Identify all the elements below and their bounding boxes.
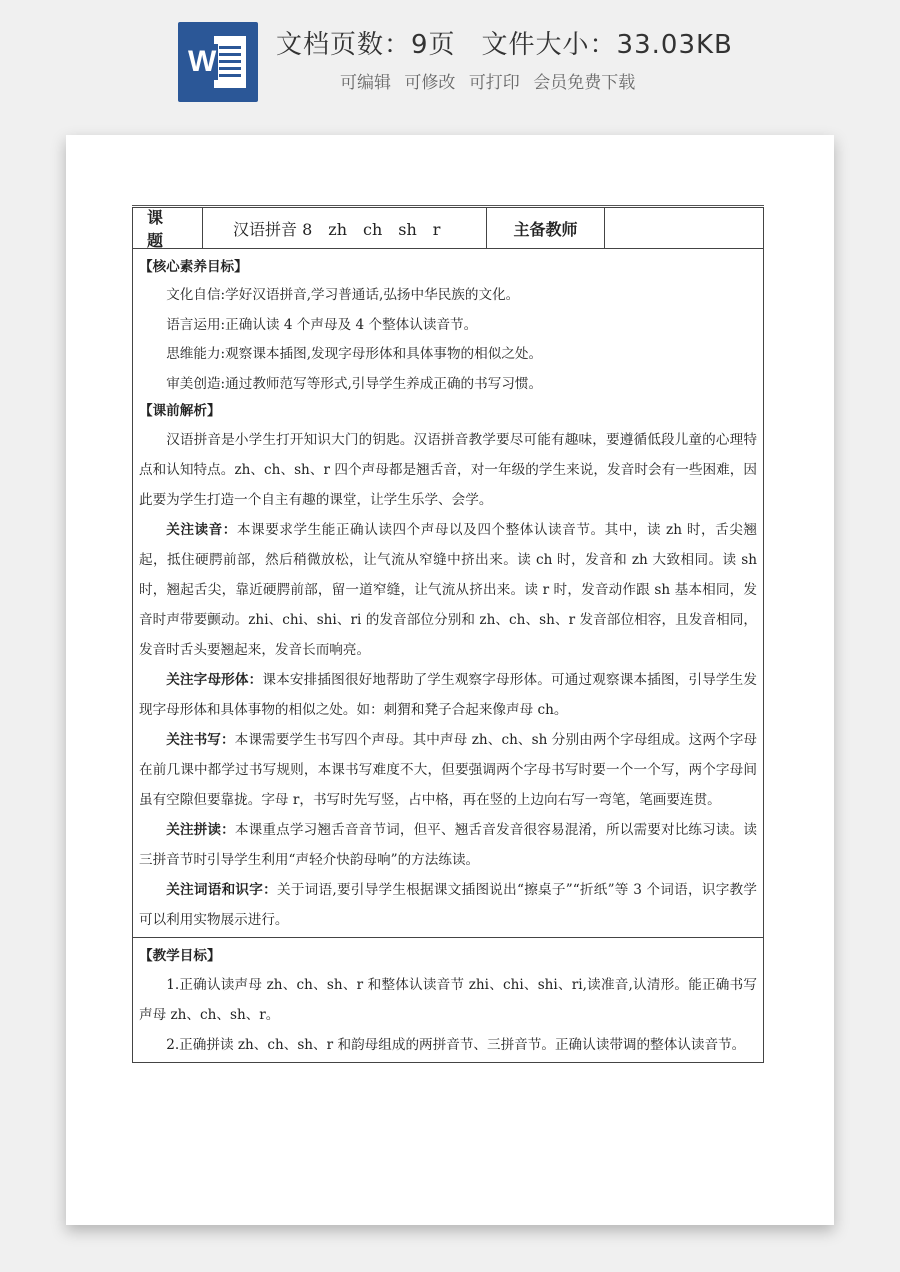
- point-label: 关注词语和识字：: [166, 882, 277, 898]
- file-size: 文件大小：33.03KB: [481, 30, 733, 60]
- page-count: 文档页数：9页: [276, 30, 456, 60]
- feature-printable: 可打印: [468, 73, 520, 93]
- download-header: [0, 0, 900, 120]
- core-goal-item: 审美创造:通过教师范写等形式,引导学生养成正确的书写习惯。: [166, 375, 543, 392]
- point-label: 关注拼读：: [166, 822, 235, 838]
- feature-modifiable: 可修改: [404, 73, 456, 93]
- title-row: [133, 208, 763, 249]
- analysis-point: [139, 815, 757, 875]
- analysis-point: [139, 875, 757, 935]
- analysis-title: 【课前解析】: [139, 403, 221, 419]
- analysis-point: [139, 515, 757, 665]
- teaching-goals-title: 【教学目标】: [139, 948, 221, 964]
- file-info: [276, 24, 733, 61]
- teaching-goals-section: [133, 937, 763, 1062]
- teaching-goal-item: 2.正确拼读 zh、ch、sh、r 和韵母组成的两拼音节、三拼音节。正确认读带调的整体认读音节。: [166, 1037, 746, 1053]
- core-goal-item: 思维能力:观察课本插图,发现字母形体和具体事物的相似之处。: [166, 346, 543, 362]
- feature-member-download[interactable]: 会员免费下载: [533, 73, 636, 93]
- teacher-value: [605, 208, 763, 248]
- core-goal-item: 语言运用:正确认读 4 个声母及 4 个整体认读音节。: [166, 316, 478, 333]
- topic-label: 课题: [133, 208, 203, 248]
- point-text: 本课需要学生书写四个声母。其中声母 zh、ch、sh 分别由两个字母组成。这两个字母在前几课中都学过书写规则，本课书写难度不大，但要强调两个字母书写时要一个一个写，两个字母间虽有空隙但要靠拢。字母 r，书写时先写竖，占中格，再在竖的上边向右写一弯笔，笔画要连贯。: [139, 732, 758, 808]
- lesson-plan-table: [132, 207, 764, 1063]
- analysis-point: [139, 665, 757, 725]
- point-label: 关注字母形体：: [166, 672, 263, 688]
- teaching-goal-item: 1.正确认读声母 zh、ch、sh、r 和整体认读音节 zhi、chi、shi、ri,读准音,认清形。能正确书写声母 zh、ch、sh、r。: [139, 977, 757, 1023]
- teacher-label: 主备教师: [487, 208, 605, 248]
- analysis-intro: 汉语拼音是小学生打开知识大门的钥匙。汉语拼音教学要尽可能有趣味，要遵循低段儿童的心理特点和认知特点。zh、ch、sh、r 四个声母都是翘舌音，对一年级的学生来说，发音时会有一些困难，因此要为学生打造一个自主有趣的课堂，让学生乐学、会学。: [139, 432, 757, 508]
- point-text: 关于词语,要引导学生根据课文插图说出“擦桌子”“折纸”等 3 个词语，识字教学可以利用实物展示进行。: [139, 882, 757, 928]
- point-label: 关注读音：: [166, 522, 237, 538]
- word-letter: W: [188, 45, 217, 78]
- point-text: 课本安排插图很好地帮助了学生观察字母形体。可通过观察课本插图，引导学生发现字母形体和具体事物的相似之处。如：刺猬和凳子合起来像声母 ch。: [139, 672, 757, 718]
- word-document-icon: [178, 22, 258, 102]
- header-rule: [132, 205, 764, 206]
- core-goal-item: 文化自信:学好汉语拼音,学习普通话,弘扬中华民族的文化。: [166, 287, 520, 303]
- topic-value: 汉语拼音 8 zh ch sh r: [203, 208, 487, 248]
- feature-list: [340, 68, 643, 93]
- document-page: [66, 135, 834, 1225]
- core-goals-section: [133, 249, 763, 937]
- point-text: 本课重点学习翘舌音音节词，但平、翘舌音发音很容易混淆，所以需要对比练习读。读三拼音节时引导学生利用“声轻介快韵母响”的方法练读。: [139, 822, 757, 868]
- feature-editable: 可编辑: [340, 73, 391, 93]
- analysis-point: [139, 725, 757, 815]
- core-goals-title: 【核心素养目标】: [139, 259, 248, 275]
- point-text: 本课要求学生能正确认读四个声母以及四个整体认读音节。其中，读 zh 时，舌尖翘起，抵住硬腭前部，然后稍微放松，让气流从窄缝中挤出来。读 ch 时，发音和 zh 大致相同。读 sh 时，翘起舌尖，靠近硬腭前部，留一道窄缝，让气流从挤出来。读 r 时，发音动作跟 sh 基本相同，发音时声带要颤动。zhi、chi、shi、ri 的发音部位分别和 zh、ch、sh、r 发音部位相容，且发音相同，发音时舌头要翘起来，发音长而响亮。: [139, 522, 758, 658]
- point-label: 关注书写：: [166, 732, 235, 748]
